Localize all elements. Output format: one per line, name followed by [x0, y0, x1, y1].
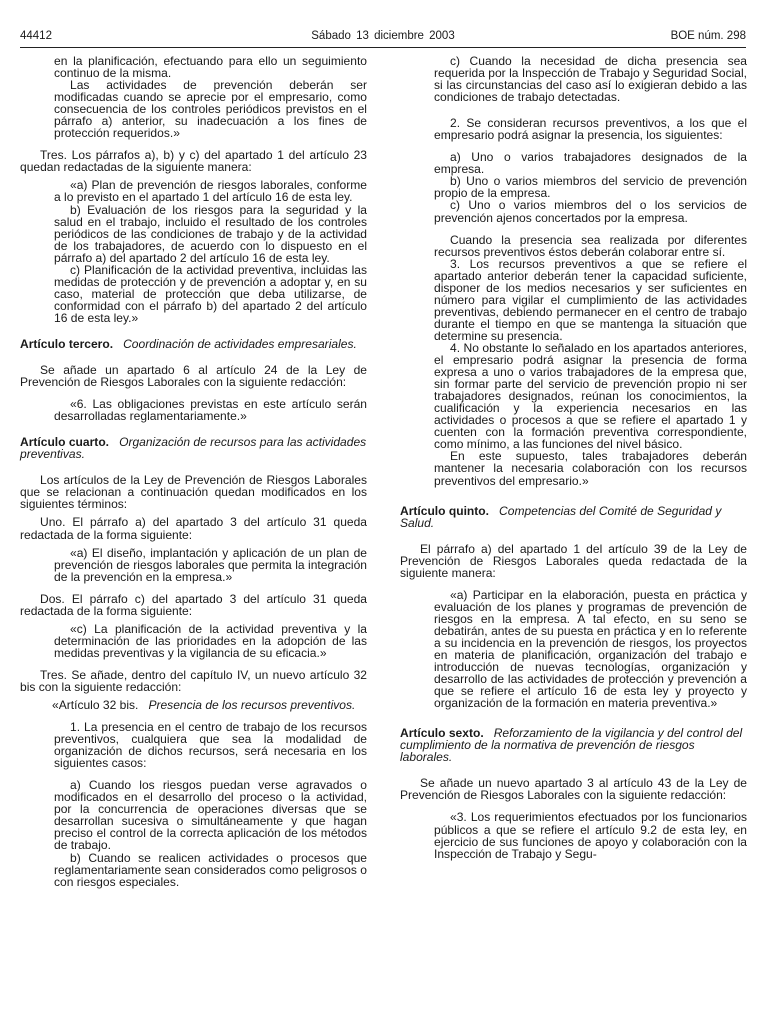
paragraph: El párrafo a) del apartado 1 del artículo 39 de la Ley de Prevención de Riesgos Laborales queda redactada de la siguiente manera: [400, 541, 747, 580]
article-title: Coordinación de actividades empresariales. [123, 336, 357, 351]
article-title: Reforzamiento de la vigilancia y del control del cumplimiento de la normativa de prevención de riesgos laborales. [400, 726, 743, 765]
paragraph: 3. Los recursos preventivos a que se refiere el apartado anterior deberán tener la capacidad suficiente, disponer de los medios necesarios y ser suficientes en número para vigilar el cumplimiento de las actividades preventivas, debiendo permanecer en el centro de trabajo durante el tiempo en que se mantenga la situación que determine su presencia. [434, 256, 747, 343]
right-column [400, 55, 747, 860]
paragraph: Dos. El párrafo c) del apartado 3 del artículo 31 queda redactada de la forma siguiente: [20, 591, 367, 618]
paragraph: «a) Participar en la elaboración, puesta en práctica y evaluación de los planes y programas de prevención de riesgos en la empresa. A tal efecto, en su seno se debatirán, antes de su puesta en práctica y en lo referente a su incidencia en la prevención de riesgos, los proyectos en materia de planificación, organización del trabajo e introducción de nuevas tecnologías, organización y desarrollo de las actividades de protección y prevención a que se refiere el artículo 16 de esta ley y proyecto y organización de la formación en materia preventiva.» [434, 587, 747, 711]
paragraph: Tres. Se añade, dentro del capítulo IV, un nuevo artículo 32 bis con la siguiente redacción: [20, 667, 367, 694]
paragraph: c) Planificación de la actividad preventiva, incluidas las medidas de protección y de prevención a adoptar y, en su caso, material de protección que deba utilizarse, de conformidad con el párrafo b) del apartado 2 del artículo 16 de esta ley.» [54, 262, 367, 325]
issue-date: Sábado 13 diciembre 2003 [311, 30, 455, 42]
paragraph: Cuando la presencia sea realizada por diferentes recursos preventivos éstos deberán colaborar entre sí. [434, 232, 747, 259]
paragraph: En este supuesto, tales trabajadores deberán mantener la necesaria colaboración con los recursos preventivos del empresario.» [434, 449, 747, 488]
paragraph: b) Uno o varios miembros del servicio de prevención propio de la empresa. [434, 174, 747, 201]
article-label: Artículo tercero. [20, 336, 114, 351]
paragraph: b) Evaluación de los riesgos para la seguridad y la salud en el trabajo, incluido el resultado de los controles periódicos de las condiciones de trabajo y de la actividad de los trabajadores, de acuerdo con lo dispuesto en el párrafo a) del apartado 2 del artículo 16 de esta ley. [54, 202, 367, 265]
left-column [20, 55, 367, 888]
subarticle-title: Presencia de los recursos preventivos. [148, 698, 356, 713]
article-title: Organización de recursos para las actividades preventivas. [20, 435, 367, 462]
paragraph: b) Cuando se realicen actividades o procesos que reglamentariamente sean considerados como peligrosos o con riesgos especiales. [54, 850, 367, 889]
article-heading [20, 436, 367, 460]
article-heading [400, 727, 747, 763]
article-heading [400, 505, 747, 529]
paragraph: «6. Las obligaciones previstas en este artículo serán desarrolladas reglamentariamente.» [54, 397, 367, 424]
article-label: Artículo quinto. [400, 503, 489, 518]
paragraph: Se añade un nuevo apartado 3 al artículo 43 de la Ley de Prevención de Riesgos Laborales con la siguiente redacción: [400, 776, 747, 803]
bulletin-number: BOE núm. 298 [670, 30, 746, 42]
paragraph: a) Cuando los riesgos puedan verse agravados o modificados en el desarrollo del proceso o la actividad, por la concurrencia de operaciones diversas que se desarrollan sucesiva o simultáneamente y que hagan preciso el control de la correcta aplicación de los métodos de trabajo. [54, 778, 367, 853]
article-heading [20, 338, 367, 350]
paragraph: Uno. El párrafo a) del apartado 3 del artículo 31 queda redactada de la forma siguiente: [20, 515, 367, 542]
subarticle-label: «Artículo 32 bis. [52, 698, 139, 713]
paragraph: c) Uno o varios miembros del o los servicios de prevención ajenos concertados por la empresa. [434, 198, 747, 225]
page-number: 44412 [20, 30, 52, 42]
paragraph: Las actividades de prevención deberán ser modificadas cuando se aprecie por el empresario, como consecuencia de los controles periódicos previstos en el párrafo a) anterior, su inadecuación a los fines de protección requeridos.» [54, 78, 367, 141]
article-label: Artículo cuarto. [20, 435, 110, 450]
paragraph: c) Cuando la necesidad de dicha presencia sea requerida por la Inspección de Trabajo y Seguridad Social, si las circunstancias del caso así lo exigieran debido a las condiciones de trabajo detectadas. [434, 54, 747, 105]
subarticle-heading [20, 699, 367, 711]
paragraph: Se añade un apartado 6 al artículo 24 de la Ley de Prevención de Riesgos Laborales con la siguiente redacción: [20, 363, 367, 390]
paragraph: 1. La presencia en el centro de trabajo de los recursos preventivos, cualquiera que sea la modalidad de organización de dichos recursos, será necesaria en los siguientes casos: [54, 720, 367, 771]
paragraph: 4. No obstante lo señalado en los apartados anteriores, el empresario podrá asignar la presencia de forma expresa a uno o varios trabajadores de la empresa que, sin formar parte del servicio de prevención propio ni ser trabajadores designados, reúnan los conocimientos, la cualificación y la experiencia necesarios en las actividades o procesos a que se refiere el apartado 1 y cuenten con la formación preventiva correspondiente, como mínimo, a las funciones del nivel básico. [434, 340, 747, 452]
paragraph: Los artículos de la Ley de Prevención de Riesgos Laborales que se relacionan a continuación quedan modificados en los siguientes términos: [20, 473, 367, 512]
paragraph: «3. Los requerimientos efectuados por los funcionarios públicos a que se refiere el artículo 9.2 de esta ley, en ejercicio de sus funciones de apoyo y colaboración con la Inspección de Trabajo y Segu- [434, 810, 747, 861]
paragraph: 2. Se consideran recursos preventivos, a los que el empresario podrá asignar la presencia, los siguientes: [434, 116, 747, 143]
paragraph: a) Uno o varios trabajadores designados de la empresa. [434, 150, 747, 177]
header-rule [20, 47, 746, 48]
article-title: Competencias del Comité de Seguridad y Salud. [400, 503, 722, 530]
paragraph: «a) Plan de prevención de riesgos laborales, conforme a lo previsto en el apartado 1 del artículo 16 de esta ley. [54, 178, 367, 205]
paragraph: Tres. Los párrafos a), b) y c) del apartado 1 del artículo 23 quedan redactadas de la siguiente manera: [20, 148, 367, 175]
paragraph: «a) El diseño, implantación y aplicación de un plan de prevención de riesgos laborales que permita la integración de la prevención en la empresa.» [54, 545, 367, 584]
article-label: Artículo sexto. [400, 726, 484, 741]
paragraph: en la planificación, efectuando para ello un seguimiento continuo de la misma. [54, 54, 367, 81]
paragraph: «c) La planificación de la actividad preventiva y la determinación de las prioridades en la adopción de las medidas preventivas y la vigilancia de su eficacia.» [54, 621, 367, 660]
page-header [20, 30, 746, 46]
